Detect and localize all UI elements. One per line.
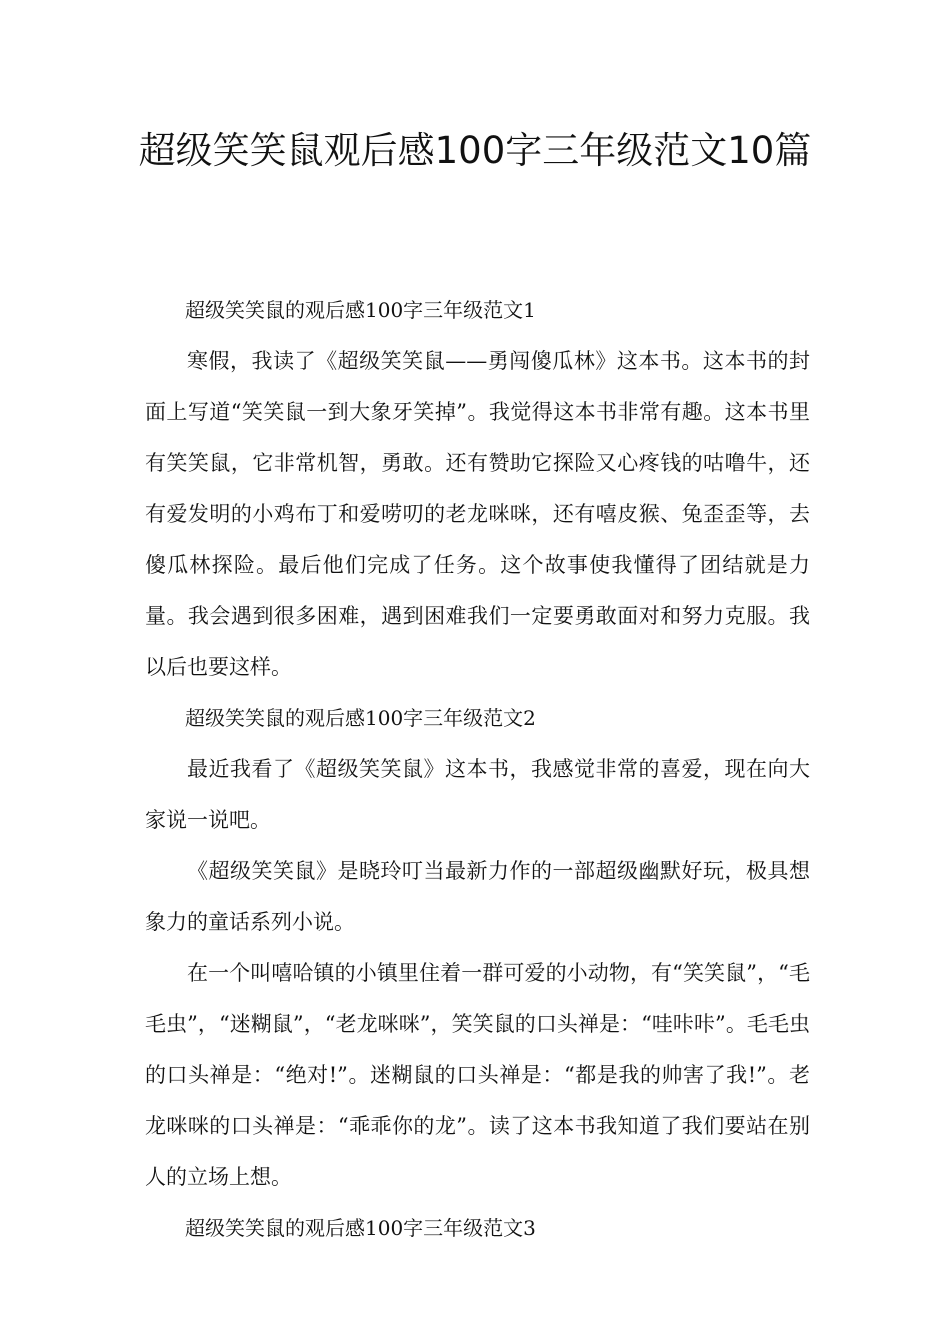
paragraph-2: 最近我看了《超级笑笑鼠》这本书，我感觉非常的喜爱，现在向大家说一说吧。 xyxy=(145,757,810,832)
paragraph-1: 寒假，我读了《超级笑笑鼠——勇闯傻瓜林》这本书。这本书的封面上写道“笑笑鼠一到大象牙笑掉”。我觉得这本书非常有趣。这本书里有笑笑鼠，它非常机智，勇敢。还有赞助它探险又心疼钱的咕噜牛，还有爱发明的小鸡布丁和爱唠叨的老龙咪咪，还有嘻皮猴、兔歪歪等，去傻瓜林探险。最后他们完成了任务。这个故事使我懂得了团结就是力量。我会遇到很多困难，遇到困难我们一定要勇敢面对和努力克服。我以后也要这样。 xyxy=(145,349,810,679)
document-body xyxy=(145,285,810,1254)
section-heading-3: 超级笑笑鼠的观后感100字三年级范文3 xyxy=(185,1216,536,1240)
section-heading-1: 超级笑笑鼠的观后感100字三年级范文1 xyxy=(185,298,536,322)
paragraph-3: 《超级笑笑鼠》是晓玲叮当最新力作的一部超级幽默好玩，极具想象力的童话系列小说。 xyxy=(145,859,810,934)
document-title: 超级笑笑鼠观后感100字三年级范文10篇 xyxy=(138,129,812,172)
paragraph-4: 在一个叫嘻哈镇的小镇里住着一群可爱的小动物，有“笑笑鼠”，“毛毛虫”，“迷糊鼠”，“老龙咪咪”，笑笑鼠的口头禅是：“哇咔咔”。毛毛虫的口头禅是：“绝对!”。迷糊鼠的口头禅是：“都是我的帅害了我!”。老龙咪咪的口头禅是：“乖乖你的龙”。读了这本书我知道了我们要站在别人的立场上想。 xyxy=(145,961,810,1189)
section-heading-2: 超级笑笑鼠的观后感100字三年级范文2 xyxy=(185,706,536,730)
